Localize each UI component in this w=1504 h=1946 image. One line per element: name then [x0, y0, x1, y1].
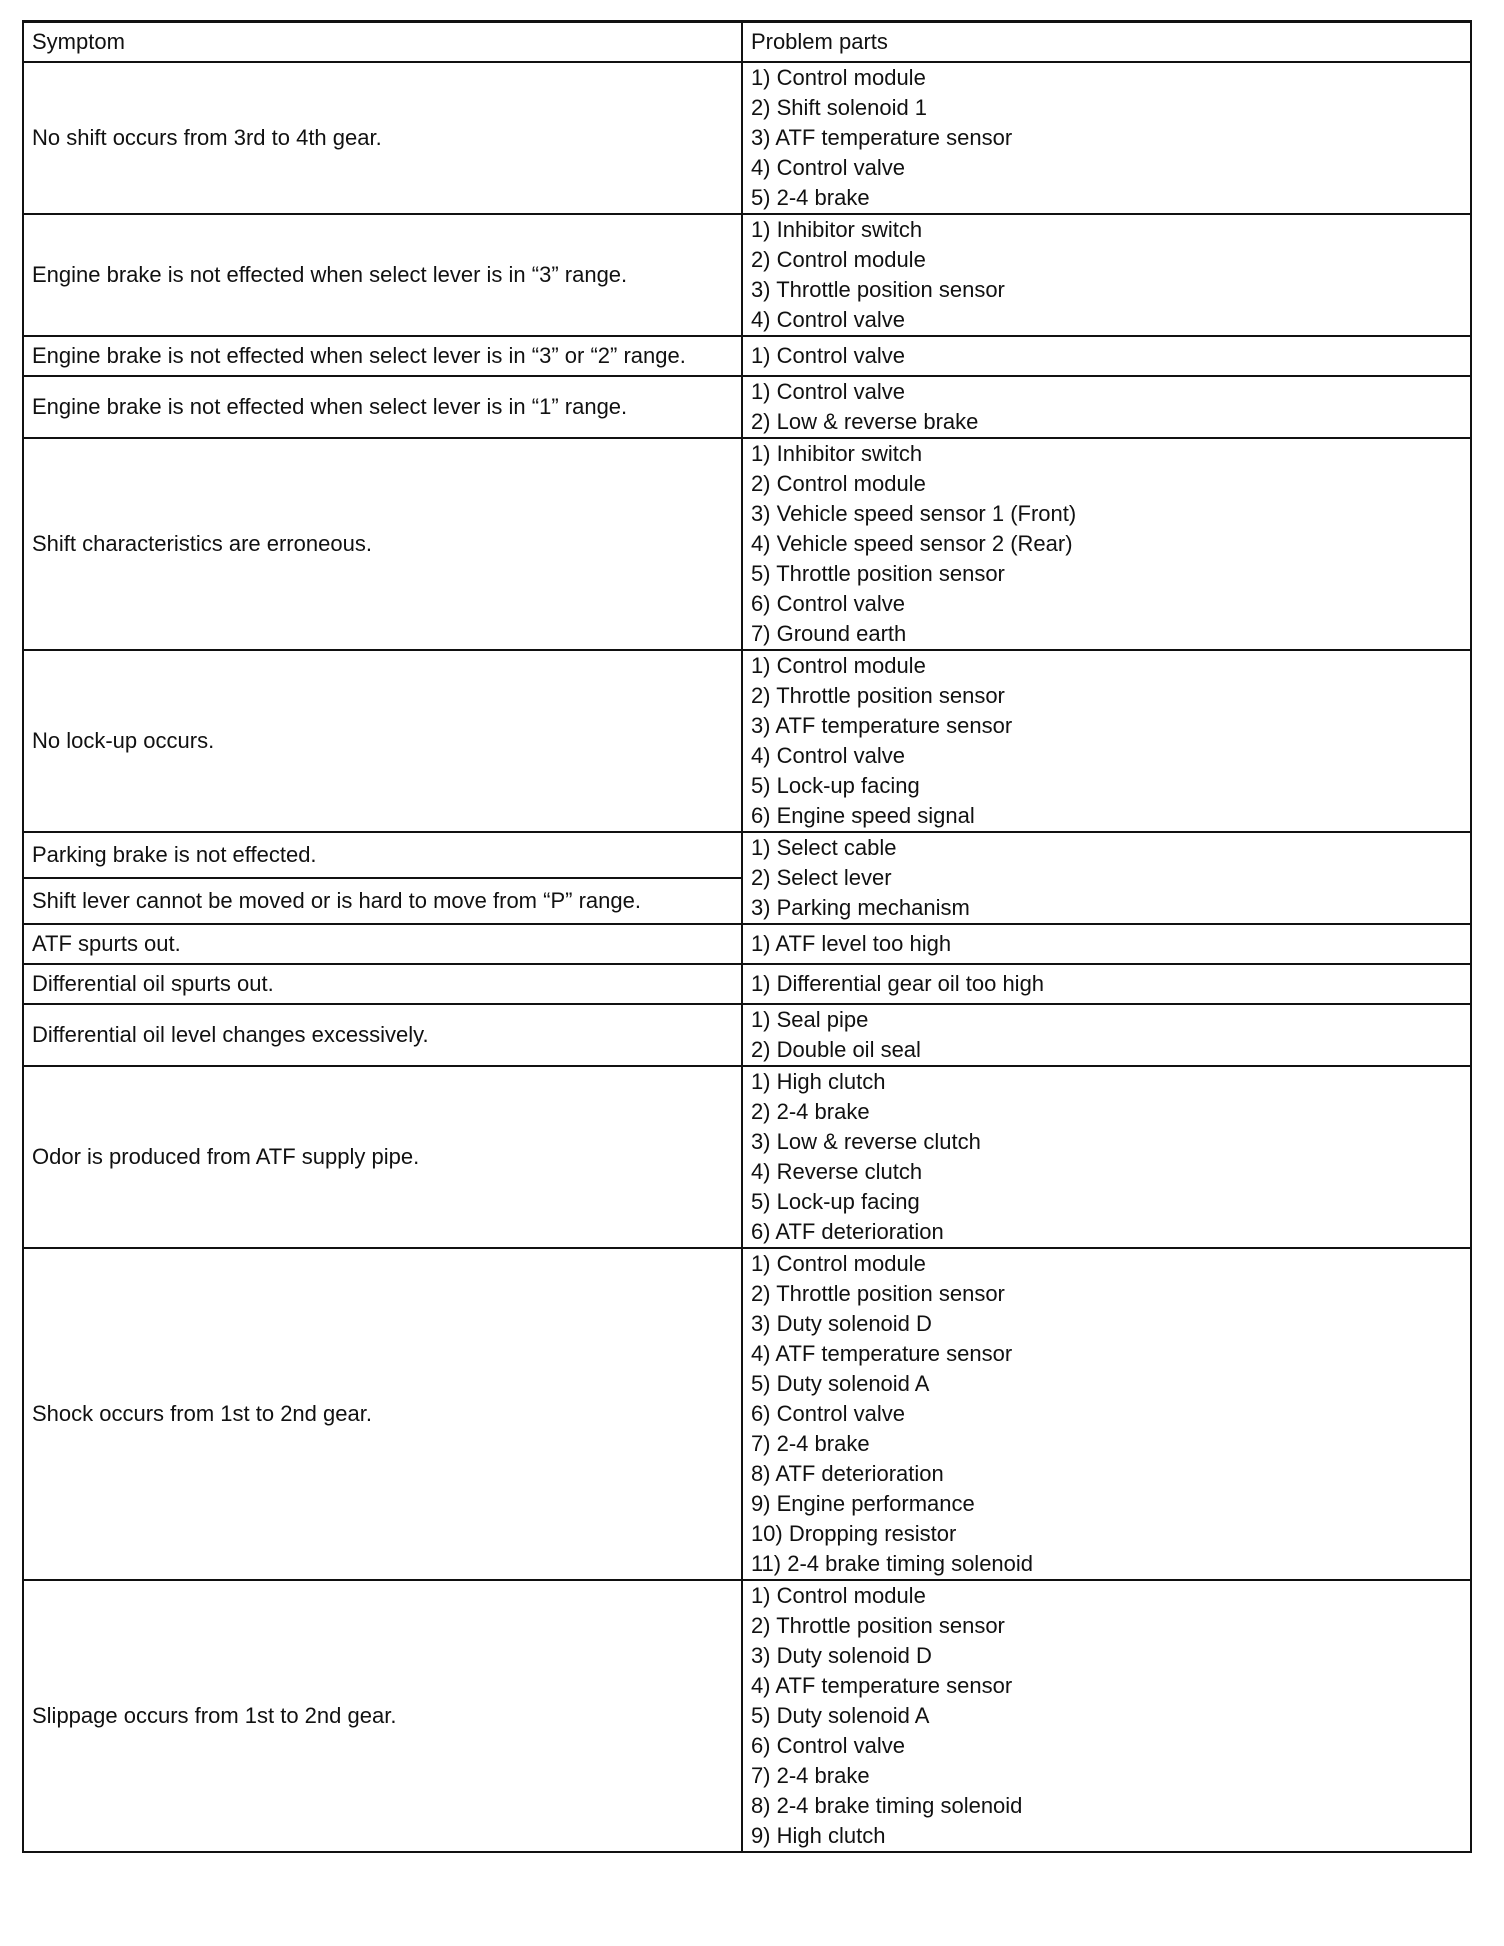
problem-part: 1) Inhibitor switch	[750, 216, 923, 242]
problem-part: 3) ATF temperature sensor	[750, 124, 1013, 150]
problem-part: 2) Control module	[750, 470, 926, 496]
problem-part: 5) Throttle position sensor	[750, 560, 1005, 586]
problem-parts-cell	[742, 62, 1471, 214]
problem-part: 1) Seal pipe	[750, 1006, 869, 1032]
problem-part: 6) Control valve	[750, 1732, 906, 1758]
problem-part: 2) Select lever	[750, 864, 892, 890]
problem-part: 7) 2-4 brake	[750, 1762, 870, 1788]
symptom-cell: Differential oil level changes excessively.	[23, 1004, 742, 1066]
problem-part: 9) High clutch	[750, 1822, 886, 1848]
table-row	[23, 336, 1471, 376]
problem-part: 4) Control valve	[750, 742, 906, 768]
table-header-row	[23, 22, 1471, 62]
problem-part: 1) Control module	[750, 1250, 926, 1276]
symptom-cell: Odor is produced from ATF supply pipe.	[23, 1066, 742, 1248]
problem-part: 5) Lock-up facing	[750, 1188, 920, 1214]
problem-parts-cell	[742, 336, 1471, 376]
problem-parts-cell	[742, 964, 1471, 1004]
problem-part: 7) Ground earth	[750, 620, 907, 646]
symptom-cell: No lock-up occurs.	[23, 650, 742, 832]
table-row	[23, 214, 1471, 336]
table-body	[23, 62, 1471, 1852]
symptom-cell: ATF spurts out.	[23, 924, 742, 964]
problem-part: 7) 2-4 brake	[750, 1430, 870, 1456]
symptom-cell: Shock occurs from 1st to 2nd gear.	[23, 1248, 742, 1580]
problem-parts-cell	[742, 650, 1471, 832]
problem-part: 4) Control valve	[750, 154, 906, 180]
problem-parts-cell	[742, 438, 1471, 650]
problem-part: 2) 2-4 brake	[750, 1098, 870, 1124]
problem-part: 3) Duty solenoid D	[750, 1310, 932, 1336]
problem-parts-cell	[742, 376, 1471, 438]
symptom-cell: No shift occurs from 3rd to 4th gear.	[23, 62, 742, 214]
problem-part: 8) ATF deterioration	[750, 1460, 944, 1486]
problem-part: 2) Shift solenoid 1	[750, 94, 928, 120]
problem-parts-cell	[742, 832, 1471, 924]
problem-part: 3) Throttle position sensor	[750, 276, 1005, 302]
problem-part: 9) Engine performance	[750, 1490, 975, 1516]
problem-part: 5) Duty solenoid A	[750, 1370, 930, 1396]
symptom-cell: Engine brake is not effected when select lever is in “3” range.	[23, 214, 742, 336]
problem-part: 1) Control module	[750, 652, 926, 678]
problem-part: 11) 2-4 brake timing solenoid	[750, 1550, 1034, 1576]
table-row	[23, 1580, 1471, 1852]
table-row	[23, 1004, 1471, 1066]
problem-part: 1) Control module	[750, 1582, 926, 1608]
problem-part: 1) ATF level too high	[750, 930, 952, 956]
table-row	[23, 1248, 1471, 1580]
table-row	[23, 924, 1471, 964]
symptom-cell: Parking brake is not effected.	[23, 832, 742, 878]
problem-part: 6) Control valve	[750, 1400, 906, 1426]
problem-part: 3) Low & reverse clutch	[750, 1128, 981, 1154]
problem-part: 1) Control valve	[750, 378, 906, 404]
problem-part: 3) Vehicle speed sensor 1 (Front)	[750, 500, 1077, 526]
problem-part: 6) Engine speed signal	[750, 802, 975, 828]
problem-part: 1) Select cable	[750, 834, 897, 860]
problem-part: 1) Control valve	[750, 342, 906, 368]
table-row	[23, 1066, 1471, 1248]
problem-part: 4) Vehicle speed sensor 2 (Rear)	[750, 530, 1073, 556]
problem-part: 1) Control module	[750, 64, 926, 90]
table-row	[23, 832, 1471, 878]
problem-part: 1) High clutch	[750, 1068, 886, 1094]
problem-parts-cell	[742, 1066, 1471, 1248]
problem-part: 2) Throttle position sensor	[750, 1612, 1005, 1638]
problem-part: 5) Lock-up facing	[750, 772, 920, 798]
problem-part: 5) Duty solenoid A	[750, 1702, 930, 1728]
problem-part: 2) Throttle position sensor	[750, 1280, 1005, 1306]
symptom-cell: Shift lever cannot be moved or is hard to move from “P” range.	[23, 878, 742, 924]
problem-parts-cell	[742, 214, 1471, 336]
problem-part: 3) Duty solenoid D	[750, 1642, 932, 1668]
problem-part: 2) Double oil seal	[750, 1036, 921, 1062]
table-row	[23, 376, 1471, 438]
problem-part: 4) ATF temperature sensor	[750, 1340, 1013, 1366]
problem-part: 8) 2-4 brake timing solenoid	[750, 1792, 1023, 1818]
header-symptom: Symptom	[23, 22, 742, 62]
problem-parts-cell	[742, 924, 1471, 964]
problem-part: 3) Parking mechanism	[750, 894, 970, 920]
problem-part: 2) Control module	[750, 246, 926, 272]
problem-part: 6) Control valve	[750, 590, 906, 616]
symptom-cell: Engine brake is not effected when select lever is in “1” range.	[23, 376, 742, 438]
problem-part: 1) Inhibitor switch	[750, 440, 923, 466]
problem-parts-cell	[742, 1004, 1471, 1066]
symptom-cell: Differential oil spurts out.	[23, 964, 742, 1004]
problem-part: 4) Control valve	[750, 306, 906, 332]
problem-part: 2) Throttle position sensor	[750, 682, 1005, 708]
problem-parts-cell	[742, 1248, 1471, 1580]
symptom-cell: Slippage occurs from 1st to 2nd gear.	[23, 1580, 742, 1852]
table-row	[23, 438, 1471, 650]
symptom-cell: Shift characteristics are erroneous.	[23, 438, 742, 650]
problem-parts-cell	[742, 1580, 1471, 1852]
problem-part: 3) ATF temperature sensor	[750, 712, 1013, 738]
table-row	[23, 964, 1471, 1004]
problem-part: 4) ATF temperature sensor	[750, 1672, 1013, 1698]
problem-part: 5) 2-4 brake	[750, 184, 870, 210]
symptom-cell: Engine brake is not effected when select lever is in “3” or “2” range.	[23, 336, 742, 376]
table-row	[23, 62, 1471, 214]
problem-part: 10) Dropping resistor	[750, 1520, 957, 1546]
table-row	[23, 650, 1471, 832]
problem-part: 1) Differential gear oil too high	[750, 970, 1045, 996]
troubleshooting-table	[22, 20, 1472, 1853]
problem-part: 2) Low & reverse brake	[750, 408, 979, 434]
problem-part: 6) ATF deterioration	[750, 1218, 944, 1244]
header-problem-parts: Problem parts	[742, 22, 1471, 62]
problem-part: 4) Reverse clutch	[750, 1158, 923, 1184]
